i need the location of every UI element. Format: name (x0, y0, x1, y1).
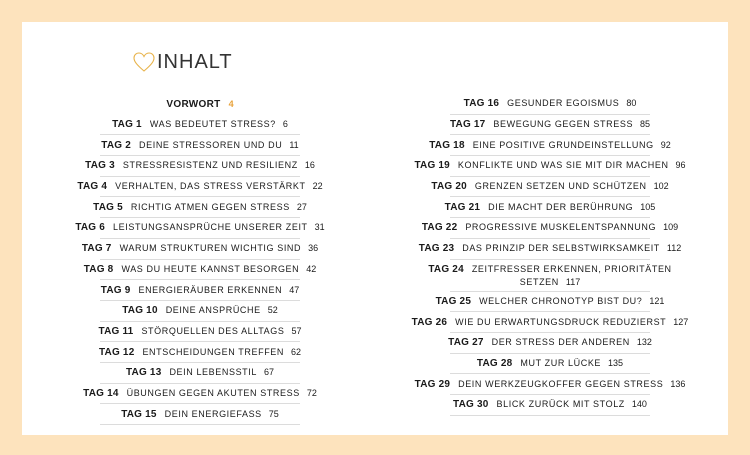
toc-entry-tag: TAG 17 (449, 119, 486, 131)
toc-entry-line (412, 317, 689, 328)
page-title: INHALT (157, 50, 233, 73)
toc-entry-title: ENTSCHEIDUNGEN TREFFEN (142, 346, 284, 357)
toc-entry-tag: TAG 16 (463, 98, 500, 110)
toc-entry-title: KONFLIKTE UND WAS SIE MIT DIR MACHEN (457, 160, 669, 171)
toc-entry-page: 31 (314, 222, 325, 233)
toc-entry[interactable] (450, 395, 650, 416)
toc-entry-preface[interactable] (100, 94, 300, 115)
toc-entry[interactable] (450, 333, 650, 354)
toc-entry[interactable] (100, 322, 300, 343)
heart-outline-icon (132, 50, 156, 74)
toc-entry-title: ENERGIERÄUBER ERKENNEN (138, 284, 283, 295)
toc-entry-page: 102 (653, 181, 669, 192)
toc-entry-page: 136 (670, 378, 686, 389)
toc-entry-page: 47 (289, 284, 300, 295)
toc-entry-page: 127 (673, 316, 689, 327)
toc-entry-title: GESUNDER EGOISMUS (507, 98, 620, 109)
toc-entry-tag: TAG 13 (125, 367, 162, 379)
toc-entry-line (126, 367, 274, 378)
toc-entry-title: BLICK ZURÜCK MIT STOLZ (496, 399, 625, 410)
toc-entry[interactable] (81, 239, 319, 260)
toc-entry[interactable] (77, 177, 323, 198)
toc-entry[interactable] (435, 292, 665, 313)
toc-entry-line (121, 409, 279, 420)
toc-entry[interactable] (444, 197, 656, 218)
toc-entry-tag: TAG 15 (121, 408, 157, 420)
toc-entry-title: VERHALTEN, DAS STRESS VERSTÄRKT (115, 181, 306, 192)
toc-entry-title: ZEITFRESSER ERKENNEN, PRIORITÄTEN (471, 263, 672, 274)
toc-entry-line (82, 243, 318, 254)
toc-entry-tag: TAG 23 (418, 243, 455, 255)
toc-entry[interactable] (429, 135, 671, 156)
toc-entry[interactable] (414, 374, 686, 395)
toc-entry-page: 72 (306, 387, 317, 398)
toc-entry[interactable] (450, 354, 650, 375)
toc-entry-line (414, 160, 685, 171)
toc-entry[interactable] (83, 260, 317, 281)
toc-entry-title: STRESSRESISTENZ UND RESILIENZ (122, 160, 298, 171)
toc-entry-title: DEIN ENERGIEFASS (164, 408, 262, 419)
toc-entry-line (415, 379, 686, 390)
toc-entry[interactable] (450, 115, 650, 136)
toc-entry-line (428, 263, 671, 276)
toc-entry-title: ÜBUNGEN GEGEN AKUTEN STRESS (126, 387, 300, 398)
toc-entry-tag: TAG 7 (81, 243, 112, 255)
toc-entry-page: 112 (666, 243, 682, 254)
toc-entry-page: 92 (660, 139, 671, 150)
toc-entry-line (75, 222, 324, 233)
toc-entry[interactable] (100, 342, 300, 363)
toc-entry-tag: TAG 29 (414, 378, 451, 390)
toc-entry-page: 6 (282, 119, 288, 130)
toc-entry-tag: TAG 18 (429, 139, 465, 151)
toc-entry[interactable] (450, 94, 650, 115)
toc-entry-page: 27 (296, 201, 307, 212)
toc-entry-page: 62 (291, 346, 302, 357)
toc-entry[interactable] (83, 384, 317, 405)
toc-entry-line (464, 98, 637, 109)
toc-entry-line (101, 285, 299, 296)
toc-entry-line (431, 181, 668, 192)
toc-entry[interactable] (414, 156, 686, 177)
toc-entry-line (112, 119, 288, 130)
toc-entry[interactable] (100, 135, 300, 156)
toc-entry-line (99, 326, 302, 337)
toc-entry[interactable] (75, 218, 325, 239)
toc-entry-tag: TAG 1 (112, 119, 142, 131)
toc-entry-title: GRENZEN SETZEN UND SCHÜTZEN (474, 181, 647, 192)
toc-entry-tag: TAG 9 (100, 284, 131, 296)
toc-entry-tag: TAG 10 (122, 305, 158, 317)
toc-entry-tag: TAG 5 (93, 201, 123, 213)
toc-entry-line (477, 358, 623, 369)
toc-entry-title: EINE POSITIVE GRUNDEINSTELLUNG (472, 139, 654, 150)
toc-entry[interactable] (421, 218, 679, 239)
toc-entry-tag: TAG 21 (444, 201, 481, 213)
toc-entry[interactable] (100, 404, 300, 425)
toc-entry-title: RICHTIG ATMEN GEGEN STRESS (130, 201, 290, 212)
toc-entry-title: STÖRQUELLEN DES ALLTAGS (141, 325, 285, 336)
toc-entry[interactable] (431, 177, 669, 198)
toc-entry-tag: TAG 30 (453, 399, 489, 411)
toc-entry-line (445, 202, 656, 213)
toc-entry-page: 75 (268, 408, 279, 419)
toc-entry-title: LEISTUNGSANSPRÜCHE UNSERER ZEIT (113, 222, 308, 233)
toc-entry-tag: TAG 11 (98, 325, 134, 337)
toc-entry-tag: TAG 20 (431, 181, 467, 193)
toc-entry-page: 52 (267, 305, 278, 316)
toc-entry-page: 42 (306, 263, 317, 274)
toc-entry[interactable] (418, 239, 682, 260)
toc-entry-line (453, 399, 647, 410)
toc-entry-line (122, 305, 278, 316)
toc-entry-title: DIE MACHT DER BERÜHRUNG (488, 201, 634, 212)
toc-entry-line (93, 202, 307, 213)
toc-column-right (411, 94, 689, 416)
toc-heading (132, 50, 233, 74)
toc-entry-page: 11 (289, 139, 299, 150)
toc-entry-tag: TAG 4 (77, 181, 108, 193)
toc-entry-line (436, 296, 665, 307)
toc-entry[interactable] (100, 363, 300, 384)
toc-entry-line (77, 181, 322, 192)
toc-entry-page: 132 (636, 337, 652, 348)
toc-entry-page: 57 (291, 325, 302, 336)
toc-entry-tag: TAG 24 (428, 263, 464, 275)
toc-entry-line (422, 222, 678, 233)
toc-entry-page: 67 (263, 367, 274, 378)
toc-entry-page: 109 (663, 222, 679, 233)
toc-entry[interactable] (93, 197, 307, 218)
toc-entry-title: PROGRESSIVE MUSKELENTSPANNUNG (465, 222, 657, 233)
toc-entry[interactable] (85, 156, 315, 177)
toc-entry-title: VORWORT (166, 98, 221, 110)
toc-entry-tag: TAG 19 (414, 160, 450, 172)
toc-entry-page: 140 (631, 399, 647, 410)
toc-entry-tag: TAG 6 (75, 222, 106, 234)
toc-entry-tag: TAG 14 (83, 387, 119, 399)
toc-entry-title: WAS BEDEUTET STRESS? (149, 119, 276, 130)
toc-entry-line (520, 276, 580, 288)
toc-entry-tag: TAG 26 (411, 316, 448, 328)
toc-entry-page: 22 (312, 181, 323, 192)
toc-entry-title: DEINE ANSPRÜCHE (165, 305, 261, 316)
toc-entry-page: 121 (649, 295, 665, 306)
toc-entry-page: 16 (304, 160, 315, 171)
toc-entry-tag: TAG 8 (83, 263, 114, 275)
toc-entry-page: 4 (228, 99, 234, 110)
toc-entry-tag: TAG 2 (101, 139, 132, 151)
toc-entry-line (450, 119, 650, 130)
toc-entry-line (101, 140, 298, 151)
toc-entry-title-continued: SETZEN (519, 276, 559, 287)
toc-entry-page: 135 (608, 357, 624, 368)
toc-entry-tag: TAG 27 (448, 337, 484, 349)
toc-entry-line (83, 388, 317, 399)
toc-entry-line (448, 337, 652, 348)
toc-entry-title: DEINE STRESSOREN UND DU (139, 139, 283, 150)
toc-entry-line (84, 264, 317, 275)
toc-entry[interactable] (100, 115, 300, 136)
toc-entry-tag: TAG 12 (98, 346, 135, 358)
toc-entry[interactable] (100, 301, 300, 322)
toc-entry-title: DEIN WERKZEUGKOFFER GEGEN STRESS (458, 378, 664, 389)
toc-page (22, 22, 728, 435)
toc-entry-tag: TAG 28 (476, 357, 513, 369)
toc-entry-tag: TAG 25 (435, 295, 472, 307)
toc-entry-title: DEIN LEBENSSTIL (169, 367, 257, 378)
toc-entry-line (85, 160, 315, 171)
toc-entry-title: DAS PRINZIP DER SELBSTWIRKSAMKEIT (462, 243, 660, 254)
toc-entry-page: 96 (675, 160, 686, 171)
toc-entry-page: 36 (308, 243, 319, 254)
toc-entry-title: WAS DU HEUTE KANNST BESORGEN (121, 263, 300, 274)
toc-entry-title: MUT ZUR LÜCKE (520, 357, 602, 368)
toc-entry[interactable] (428, 260, 672, 292)
toc-entry-page: 117 (565, 276, 581, 287)
toc-entry-title: DER STRESS DER ANDEREN (491, 337, 630, 348)
toc-entry-line (99, 347, 301, 358)
toc-entry-page: 85 (640, 119, 651, 130)
toc-entry-title: WARUM STRUKTUREN WICHTIG SIND (119, 243, 302, 254)
toc-entry-line (429, 140, 671, 151)
toc-entry-line (419, 243, 682, 254)
toc-entry-title: BEWEGUNG GEGEN STRESS (493, 119, 634, 130)
toc-entry-title: WIE DU ERWARTUNGSDRUCK REDUZIERST (455, 316, 667, 327)
toc-entry[interactable] (100, 280, 300, 301)
toc-entry-tag: TAG 3 (85, 160, 115, 172)
toc-entry-page: 80 (626, 98, 637, 109)
toc-column-left (75, 94, 325, 425)
toc-entry-tag: TAG 22 (421, 222, 458, 234)
toc-entry-page: 105 (640, 201, 656, 212)
toc-entry[interactable] (411, 312, 689, 333)
toc-entry-title: WELCHER CHRONOTYP BIST DU? (479, 295, 643, 306)
